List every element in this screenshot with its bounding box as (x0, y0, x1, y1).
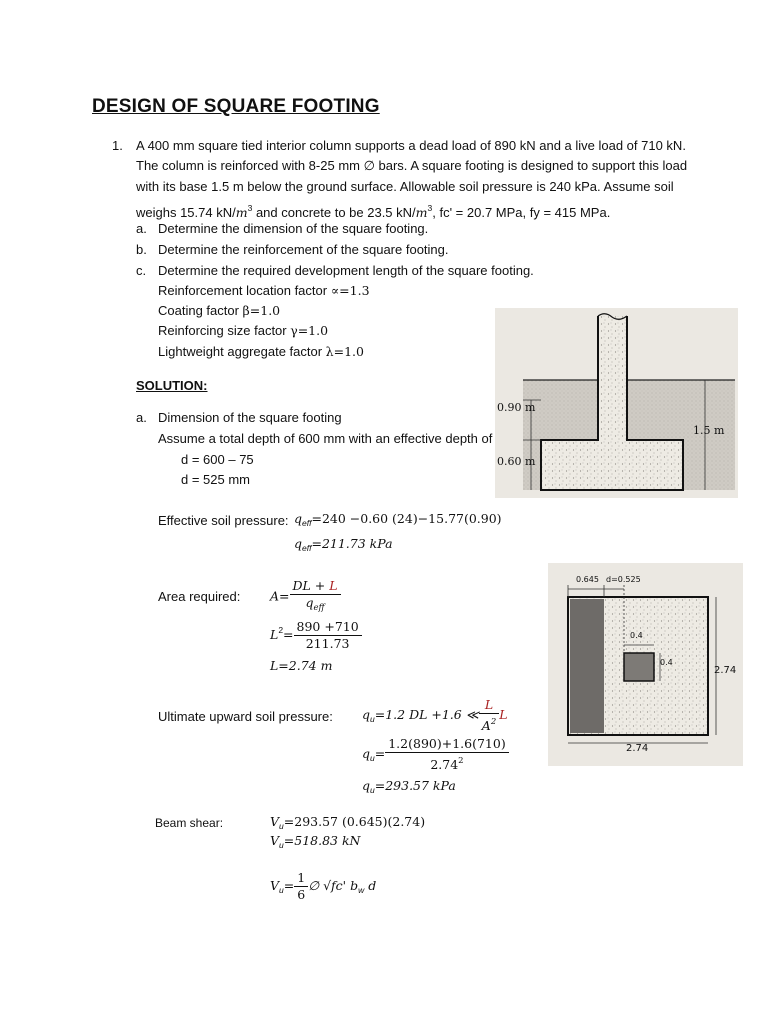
dim-label-d-0-525: d=0.525 (606, 575, 641, 584)
factor-lightweight: Lightweight aggregate factor λ=1.0 (158, 344, 364, 359)
dim-label-0-90: 0.90 m (497, 401, 536, 414)
eff-pressure-label: Effective soil pressure: (158, 513, 289, 528)
factor-size: Reinforcing size factor γ=1.0 (158, 323, 329, 338)
factor-coating: Coating factor β=1.0 (158, 303, 281, 318)
assume-text: Assume a total depth of 600 mm with an effective depth of (158, 431, 493, 446)
eff-pressure-eq-1: $q_{eff}=240 -0.60$ (24)−15.77(0.90) (294, 511, 502, 528)
task-a-letter: a. (136, 221, 147, 236)
problem-number: 1. (112, 138, 123, 153)
d-equation-1: d = 600 – 75 (181, 452, 254, 467)
d-equation-2: d = 525 mm (181, 472, 251, 487)
ultimate-label: Ultimate upward soil pressure: (158, 709, 333, 724)
qu-equation-3: $q_u=293.57$ kPa (362, 778, 456, 795)
solution-heading: SOLUTION: (136, 378, 208, 393)
problem-line-1: A 400 mm square tied interior column supports a dead load of 890 kN and a live load of 710 kN. (136, 138, 686, 153)
page-title: DESIGN OF SQUARE FOOTING (92, 96, 380, 117)
dim-label-bottom-2-74: 2.74 (626, 743, 649, 754)
dim-label-col-right: 0.4 (660, 658, 673, 667)
factor-location: Reinforcement location factor ∝=1.3 (158, 283, 370, 298)
vu-equation-1: $V_u=293.57$ (0.645)(2.74) (270, 814, 426, 831)
dim-label-col-top: 0.4 (630, 631, 643, 640)
l-result: L=2.74 m (270, 658, 333, 673)
problem-line-4: weighs 15.74 $kN/m^3$ and concrete to be 23.5 $kN/m^3$, fc' = 20.7 MPa, fy = 415 MPa. (136, 203, 611, 220)
l-squared-equation: $L^2=$ $\frac{890 +710}{211.73}$ (270, 619, 362, 652)
task-a-text: Determine the dimension of the square footing. (158, 221, 429, 236)
vu-equation-3: $V_u=$ $\frac{1}{6}$ ∅ √fc' $b_w$ d (270, 870, 377, 902)
dim-label-0-60: 0.60 m (497, 455, 536, 468)
area-label: Area required: (158, 589, 241, 604)
task-c-text: Determine the required development length of the square footing. (158, 263, 534, 278)
area-equation: A= $\frac{DL + L}{q_{eff}}$ (270, 578, 341, 616)
footing-plan-figure (548, 563, 743, 766)
problem-line-2: The column is reinforced with 8-25 mm ∅ bars. A square footing is designed to support this load (136, 158, 688, 173)
dim-label-0-645: 0.645 (576, 575, 599, 584)
footing-section-figure (495, 308, 738, 498)
dim-label-right-2-74: 2.74 (714, 665, 737, 676)
qu-equation-2: $q_u=$ $\frac{1.2(890)+1.6(710)}{2.74^2}$ (362, 736, 509, 773)
problem-line-3: with its base 1.5 m below the ground surface. Allowable soil pressure is 240 kPa. Assume soil (136, 179, 674, 194)
qu-equation-1: $q_u=1.2$ DL +1.6 ≪ $\frac{L}{A^2}$ L (362, 697, 508, 733)
part-a-title: Dimension of the square footing (158, 410, 342, 425)
part-a-letter: a. (136, 410, 147, 425)
task-c-letter: c. (136, 263, 147, 278)
eff-pressure-eq-2: $q_{eff}=211.73$ kPa (294, 536, 393, 553)
task-b-text: Determine the reinforcement of the square footing. (158, 242, 449, 257)
task-b-letter: b. (136, 242, 147, 257)
vu-equation-2: $V_u=518.83$ kN (270, 833, 361, 850)
dim-label-1-5: 1.5 m (693, 424, 725, 437)
beam-shear-label: Beam shear: (155, 816, 224, 830)
